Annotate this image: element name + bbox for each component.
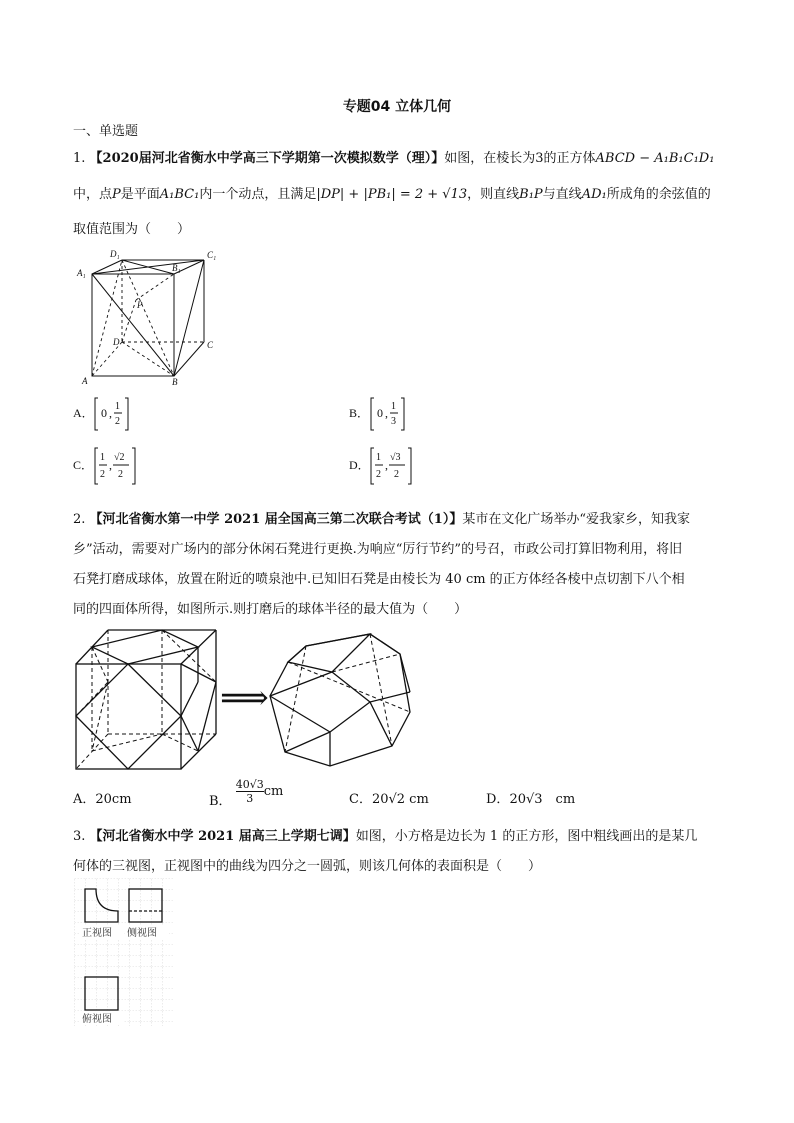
option-value: 20√3 cm xyxy=(509,792,576,807)
q2-option-c[interactable] xyxy=(349,788,429,807)
q1-text: 中，点 xyxy=(73,187,113,202)
transform-arrow: ⟹ xyxy=(220,680,269,717)
label-c: C xyxy=(207,340,214,350)
hidden-edge-ad1 xyxy=(92,260,122,376)
label-b1: B₁ xyxy=(172,263,181,273)
q2-line2: 乡”活动，需要对广场内的部分休闲石凳进行更换.为响应“厉行节约”的号召，市政公司打算旧物利用，将旧 xyxy=(73,542,683,557)
q1-line3: 取值范围为（ ） xyxy=(73,222,191,237)
q2-number: 2. xyxy=(73,512,86,527)
option-label: B． xyxy=(209,794,232,809)
q1-option-c[interactable]: C． xyxy=(73,458,94,472)
q1-c-leftden: 2 xyxy=(100,469,105,480)
label-p: P xyxy=(137,300,143,310)
q1-condition: |DP| + |PB₁| = 2 + √13 xyxy=(316,187,468,202)
q2-line3: 石凳打磨成球体，放置在附近的喷泉池中.已知旧石凳是由棱长为 40 cm 的正方体经各棱中点切割下八个相 xyxy=(73,572,685,587)
svg-text:,: , xyxy=(385,458,388,472)
cuboctahedron xyxy=(270,634,410,766)
label-a1: A₁ xyxy=(77,268,86,278)
label-d: D xyxy=(113,337,120,347)
q1-b-den: 3 xyxy=(391,416,396,427)
label-a: A xyxy=(82,376,88,386)
q2-line1 xyxy=(73,508,690,527)
q3-line1 xyxy=(73,825,697,844)
q1-line-b1p: B₁P xyxy=(519,187,543,202)
q3-text: 如图，小方格是边长为 1 的正方形，图中粗线画出的是某几 xyxy=(355,829,698,844)
option-value: 20√2 cm xyxy=(371,792,429,807)
q2-option-b[interactable] xyxy=(209,778,284,809)
q1-plane: A₁BC₁ xyxy=(159,187,200,202)
side-view-label: 侧视图 xyxy=(127,928,157,939)
q1-line1 xyxy=(73,147,714,166)
q2-text: 某市在文化广场举办 xyxy=(462,512,580,527)
q1-number: 1. xyxy=(73,151,86,166)
option-b-num: 40√3 xyxy=(235,778,264,791)
q2-option-d[interactable] xyxy=(486,788,575,807)
q1-text: 与直线 xyxy=(542,187,582,202)
q1-a-left: 0 xyxy=(101,406,107,420)
label-c1: C₁ xyxy=(207,250,217,260)
edge-d1b1 xyxy=(122,260,174,274)
option-value: 20cm xyxy=(95,792,132,807)
option-label: A． xyxy=(73,792,96,807)
svg-text:,: , xyxy=(109,458,112,472)
q1-edge-length: 3 xyxy=(535,151,544,166)
q3-three-views xyxy=(74,878,174,1028)
q1-d-num: √3 xyxy=(390,452,401,463)
q3-number: 3. xyxy=(73,829,86,844)
q1-c-num: √2 xyxy=(114,452,125,463)
q1-cube-name: ABCD − A₁B₁C₁D₁ xyxy=(595,151,715,166)
q1-d-leftden: 2 xyxy=(376,469,381,480)
q1-a-den: 2 xyxy=(115,416,120,427)
q1-b-left: 0 xyxy=(377,406,383,420)
hidden-edge xyxy=(92,342,122,376)
label-d1: D₁ xyxy=(110,249,120,259)
q3-source: 【河北省衡水中学 2021 届高三上学期七调】 xyxy=(89,829,356,844)
q1-b-num: 1 xyxy=(391,401,396,412)
q3-line2: 何体的三视图，正视图中的曲线为四分之一圆弧，则该几何体的表面积是（ ） xyxy=(73,859,542,874)
q1-option-b[interactable]: B． xyxy=(349,406,370,420)
q1-cube-figure xyxy=(70,246,220,386)
q1-option-a[interactable]: A． xyxy=(73,406,94,420)
page-title: 专题04 立体几何 xyxy=(342,99,452,115)
cube-front xyxy=(76,664,181,769)
top-view-label: 俯视图 xyxy=(82,1014,112,1025)
option-label: C． xyxy=(349,792,372,807)
q1-text: 是平面 xyxy=(120,187,160,202)
option-b-den: 3 xyxy=(246,792,254,805)
q1-d-leftnum: 1 xyxy=(376,452,381,463)
q1-options xyxy=(70,392,440,490)
svg-text:,: , xyxy=(385,406,388,420)
q1-line-ad1: AD₁ xyxy=(581,187,607,202)
q1-d-den: 2 xyxy=(394,469,399,480)
q2-option-a[interactable] xyxy=(73,788,132,807)
q1-c-den: 2 xyxy=(118,469,123,480)
q1-source: 【2020届河北省衡水中学高三下学期第一次模拟数学（理）】 xyxy=(89,151,445,166)
option-label: D． xyxy=(486,792,510,807)
svg-text:,: , xyxy=(109,406,112,420)
hidden-edge-pb1 xyxy=(136,274,174,300)
section-heading: 一、单选题 xyxy=(73,124,139,139)
q1-text: ，则直线 xyxy=(467,187,520,202)
front-view-label: 正视图 xyxy=(82,928,112,939)
q1-a-num: 1 xyxy=(115,401,120,412)
q1-text: 内一个动点，且满足 xyxy=(199,187,317,202)
q1-text: 如图，在棱长为 xyxy=(444,151,536,166)
q1-c-leftnum: 1 xyxy=(100,452,105,463)
edge-a1b xyxy=(92,274,174,376)
q1-text: 所成角的余弦值的 xyxy=(606,187,711,202)
grid-background xyxy=(74,878,173,1026)
q2-figure xyxy=(70,624,420,774)
label-b: B xyxy=(172,377,178,386)
q1-text: 的正方体 xyxy=(543,151,596,166)
hidden-edge-dp xyxy=(122,300,136,342)
q2-source: 【河北省衡水第一中学 2021 届全国高三第二次联合考试（1）】 xyxy=(89,512,463,527)
q2-line4: 同的四面体所得，如图所示.则打磨后的球体半径的最大值为（ ） xyxy=(73,602,468,617)
q1-point-p: P xyxy=(112,187,121,202)
option-unit: cm xyxy=(263,784,284,799)
q1-line2 xyxy=(73,183,711,202)
q1-option-d[interactable]: D． xyxy=(349,458,370,472)
q2-text: “爱我家乡，知我家 xyxy=(579,512,690,527)
